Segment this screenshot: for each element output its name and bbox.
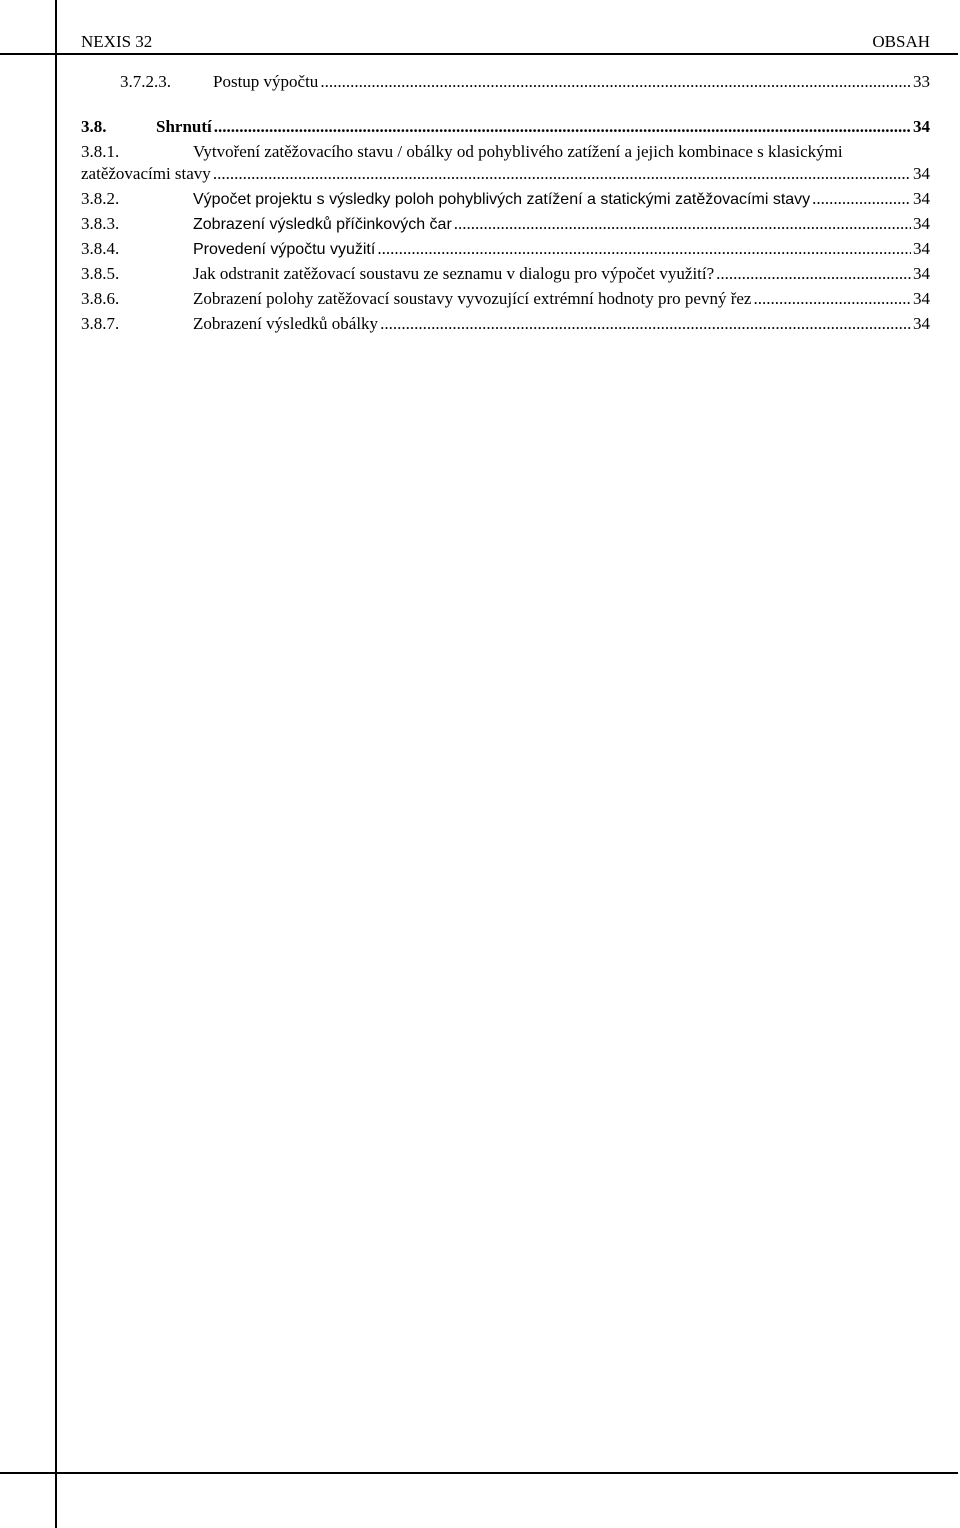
toc-entry-number: 3.8.2. [81, 189, 120, 208]
toc-entry-page: 34 [913, 189, 930, 208]
toc-entry-title: Jak odstranit zatěžovací soustavu ze seznamu v dialogu pro výpočet využití? [193, 264, 715, 283]
toc-entry-title-line1: Vytvoření zatěžovacího stavu / obálky od pohyblivého zatížení a jejich kombinace s klasickými [193, 142, 843, 161]
toc-entry-page: 34 [913, 214, 930, 233]
toc-leader-dots [377, 238, 911, 260]
toc-entry-title: Zobrazení polohy zatěžovací soustavy vyvozující extrémní hodnoty pro pevný řez [193, 289, 752, 308]
toc-entry-page: 34 [913, 264, 930, 283]
left-margin-rule [55, 0, 57, 1528]
toc-entry-number: 3.8.1. [81, 142, 120, 161]
toc-entry-number: 3.8.5. [81, 264, 120, 283]
toc-entry-title: Provedení výpočtu využití [193, 241, 376, 258]
toc-entry-number: 3.7.2.3. [120, 72, 171, 91]
toc-entry-page: 34 [913, 164, 930, 183]
toc-entry-page: 34 [913, 314, 930, 333]
toc-leader-dots [812, 188, 911, 210]
toc-entry-title: Zobrazení výsledků obálky [193, 314, 379, 333]
toc-entry-title: Výpočet projektu s výsledky poloh pohyblivých zatížení a statickými zatěžovacími stavy [193, 191, 811, 208]
toc-entry-page: 34 [913, 117, 930, 136]
toc-entry-number: 3.8.4. [81, 239, 120, 258]
toc-entry-title-line2: zatěžovacími stavy [81, 164, 211, 183]
toc-entry-page: 34 [913, 289, 930, 308]
toc-entry-number: 3.8.3. [81, 214, 120, 233]
toc-entry-number: 3.8.6. [81, 289, 120, 308]
toc-entry-title: Shrnutí [156, 117, 212, 136]
toc-leader-dots [753, 288, 911, 310]
header-product-name: NEXIS 32 [81, 32, 153, 51]
toc-entry-page: 33 [913, 72, 930, 91]
toc-leader-dots [454, 213, 911, 235]
footer-rule [0, 1472, 958, 1474]
toc-entry-page: 34 [913, 239, 930, 258]
toc-leader-dots [214, 116, 911, 138]
toc-leader-dots [320, 71, 911, 93]
toc-entry-title: Zobrazení výsledků příčinkových čar [193, 216, 452, 233]
toc-entry-number: 3.8. [81, 117, 107, 136]
header-section-name: OBSAH [872, 32, 930, 51]
toc-leader-dots [716, 263, 911, 285]
toc-entry-title: Postup výpočtu [213, 72, 319, 91]
toc-leader-dots [380, 313, 911, 335]
toc-entry-number: 3.8.7. [81, 314, 120, 333]
toc-leader-dots [213, 163, 911, 185]
header-rule [0, 53, 958, 55]
